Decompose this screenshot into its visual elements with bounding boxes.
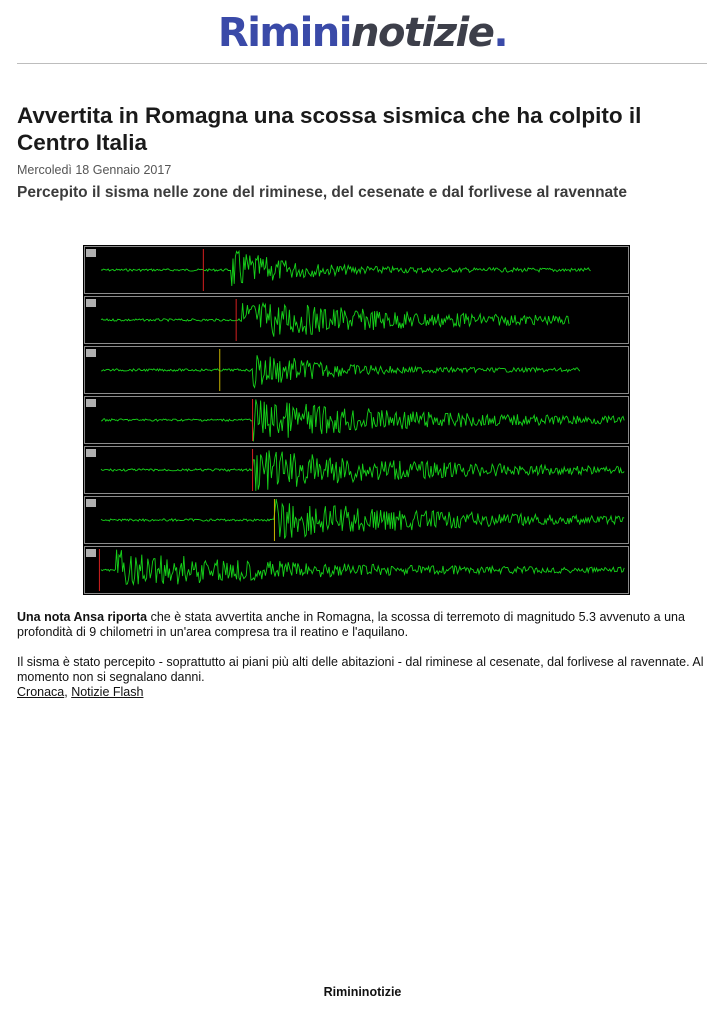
station-label [86,299,96,307]
station-label [86,349,96,357]
category-link-notizie-flash[interactable]: Notizie Flash [71,685,144,699]
ansa-lead: Una nota Ansa riporta [17,610,148,624]
station-label [86,249,96,257]
header-divider [17,63,707,64]
image-background [83,245,630,595]
paragraph-1-text: che è stata avvertita anche in Romagna, la scossa di terremoto di magnitudo 5.3 avvenuto a una profondità di 9 chilometri in un'area compresa tra il reatino e l'aquilano. [17,610,685,639]
masthead [0,6,725,60]
logo-text-rimini: Rimini [217,10,351,56]
article-paragraph-1 [17,610,707,640]
article-paragraph-2: Il sisma è stato percepito - soprattutto ai piani più alti delle abitazioni - dal riminese al cesenate, dal forlivese al ravennate. Al momento non si segnalano danni. [17,655,704,684]
article-subtitle: Percepito il sisma nelle zone del riminese, del cesenate e dal forlivese al ravennate [17,184,627,201]
station-label [86,399,96,407]
station-label [86,549,96,557]
category-link-cronaca[interactable]: Cronaca [17,685,65,699]
logo-text-notizie: notizie [350,10,494,56]
article-title: Avvertita in Romagna una scossa sismica che ha colpito il Centro Italia [17,103,642,155]
footer-site-name: Rimininotizie [323,985,402,999]
logo-dot: . [493,10,508,56]
site-logo[interactable] [218,6,507,60]
article-date: Mercoledì 18 Gennaio 2017 [17,163,172,177]
article-body [17,610,707,700]
article-categories [17,685,707,700]
station-label [86,499,96,507]
station-label [86,449,96,457]
seismograph-image [83,245,630,595]
category-separator: , [64,685,72,699]
